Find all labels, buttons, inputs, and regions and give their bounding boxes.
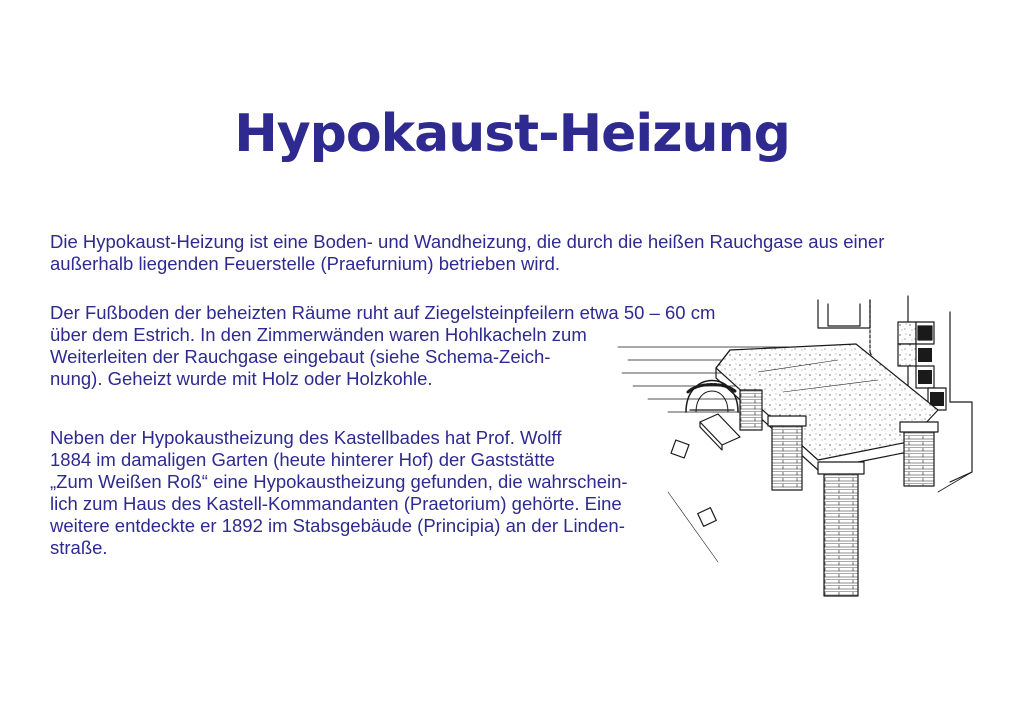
text-line: außerhalb liegenden Feuerstelle (Praefurnium) betrieben wird.: [50, 253, 561, 274]
text-line: Der Fußboden der beheizten Räume ruht auf Ziegelsteinpfeilern etwa 50 – 60 cm: [50, 302, 716, 323]
paragraph-history: [50, 427, 628, 559]
text-line: „Zum Weißen Roß“ eine Hypokaustheizung gefunden, die wahrschein-: [50, 471, 628, 492]
page-title: Hypokaust-Heizung: [234, 104, 790, 164]
text-line: weitere entdeckte er 1892 im Stabsgebäude (Principia) an der Linden-: [50, 515, 625, 536]
text-line: Die Hypokaust-Heizung ist eine Boden- und Wandheizung, die durch die heißen Rauchgase aus einer: [50, 231, 885, 252]
text-line: nung). Geheizt wurde mit Holz oder Holzkohle.: [50, 368, 433, 389]
text-line: straße.: [50, 537, 108, 558]
paragraph-intro: [50, 231, 884, 275]
text-line: lich zum Haus des Kastell-Kommandanten (Praetorium) gehörte. Eine: [50, 493, 622, 514]
text-line: Neben der Hypokaustheizung des Kastellbades hat Prof. Wolff: [50, 427, 562, 448]
text-line: Weiterleiten der Rauchgase eingebaut (siehe Schema-Zeich-: [50, 346, 551, 367]
text-line: 1884 im damaligen Garten (heute hinterer Hof) der Gaststätte: [50, 449, 555, 470]
text-line: über dem Estrich. In den Zimmerwänden waren Hohlkacheln zum: [50, 324, 587, 345]
hypocaust-schematic-drawing: [608, 292, 980, 612]
